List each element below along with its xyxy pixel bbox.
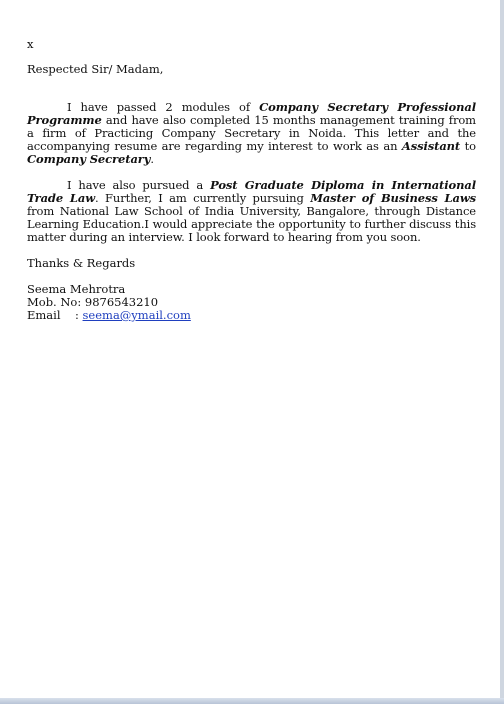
email-separator: : — [75, 308, 79, 322]
p2-bold-diploma: Post Graduate Diploma in International Trade Law — [27, 178, 476, 205]
letter-body — [27, 38, 476, 322]
p1-text-2: and have also completed 15 months management training from a firm of Practicing Company Secretary in Noida. This letter and the accompanying resume are regarding my interest to work as an — [27, 113, 476, 153]
signature-name: Seema Mehrotra — [27, 282, 126, 296]
p2-text-3: from National Law School of India University, Bangalore, through Distance Learning Education.I would appreciate the opportunity to further discuss this matter during an interview. I look forward to hearing from you soon. — [27, 204, 476, 244]
page-edge-right — [500, 0, 504, 704]
p2-text-2: . Further, I am currently pursuing — [95, 191, 311, 205]
paragraph-2 — [27, 179, 476, 244]
salutation: Respected Sir/ Madam, — [27, 62, 164, 76]
p1-text-3: to — [460, 139, 476, 153]
p1-bold-programme: Company Secretary Professional Programme — [27, 100, 476, 127]
letter-mark: x — [27, 37, 34, 51]
p1-bold-assistant: Assistant — [401, 139, 461, 153]
mobile-label: Mob. No: — [27, 295, 82, 309]
mobile-value: 9876543210 — [84, 295, 159, 309]
p2-text-1: I have also pursued a — [67, 178, 211, 192]
p1-text-4: . — [150, 152, 154, 166]
email-label: Email — [27, 308, 61, 322]
closing: Thanks & Regards — [27, 256, 136, 270]
p1-bold-company-secretary: Company Secretary — [27, 152, 151, 166]
p2-bold-master: Master of Business Laws — [310, 191, 476, 205]
email-line — [27, 309, 476, 322]
paragraph-1 — [27, 101, 476, 166]
email-link[interactable]: seema@ymail.com — [82, 308, 191, 322]
page-edge-bottom — [0, 698, 504, 704]
p1-text-1: I have passed 2 modules of — [67, 100, 260, 114]
